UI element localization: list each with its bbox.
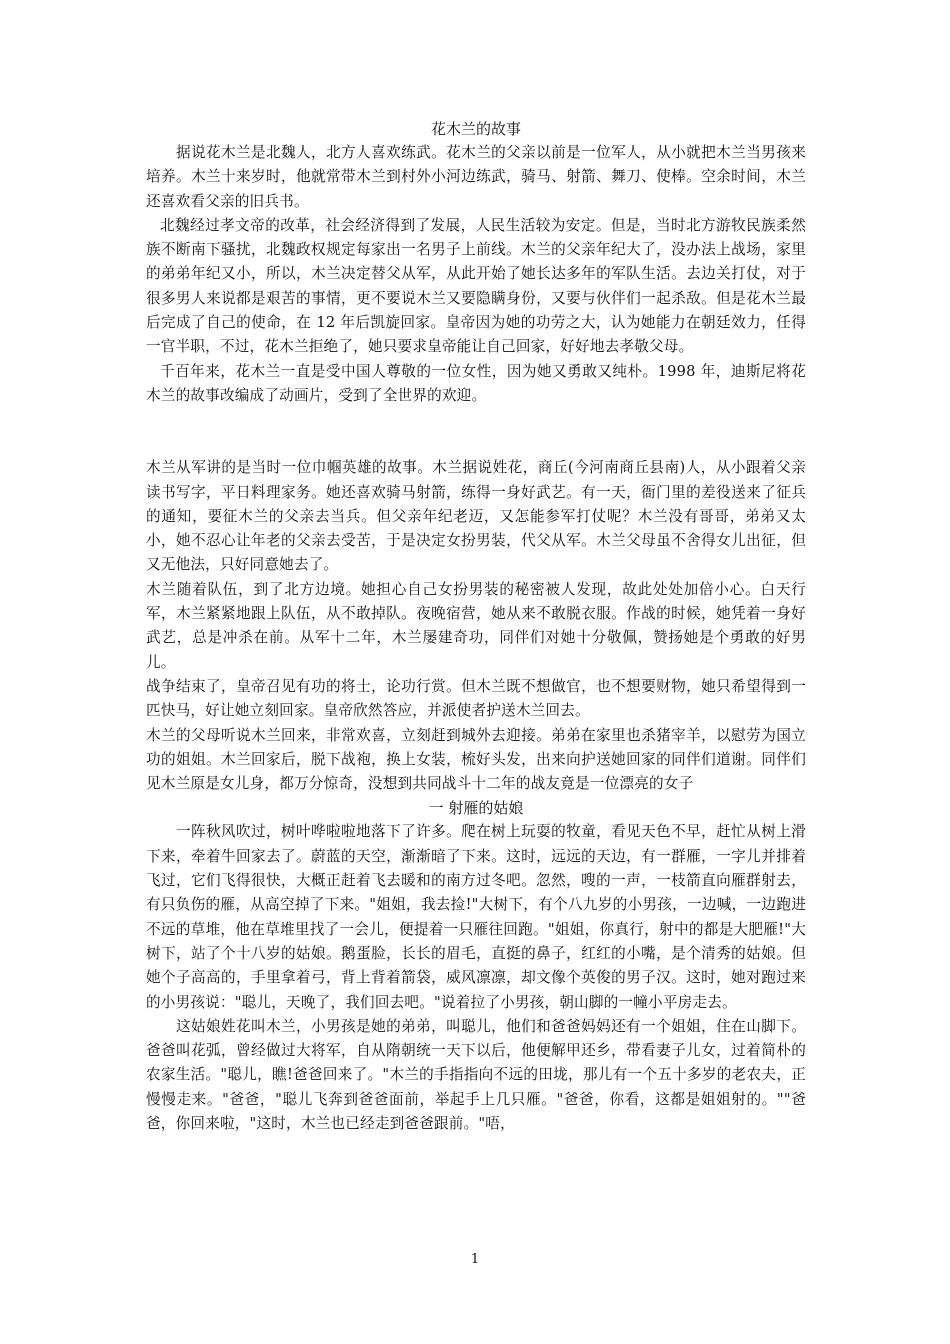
document-body (146, 117, 806, 1136)
intro-paragraph-3: 千百年来，花木兰一直是受中国人尊敬的一位女性，因为她又勇敢又纯朴。1998 年，迪斯尼将花木兰的故事改编成了动画片，受到了全世界的欢迎。 (146, 362, 806, 404)
chapter-title: 一 射雁的姑娘 (428, 799, 524, 818)
page-number: 1 (470, 1252, 480, 1267)
blank-line (146, 432, 806, 456)
intro-paragraph-2: 北魏经过孝文帝的改革，社会经济得到了发展，人民生活较为安定。但是，当时北方游牧民族柔然族不断南下骚扰，北魏政权规定每家出一名男子上前线。木兰的父亲年纪大了，没办法上战场，家里的弟弟年纪又小，所以，木兰决定替父从军，从此开始了她长达多年的军队生活。去边关打仗，对于很多男人来说都是艰苦的事情，更不要说木兰又要隐瞒身份，又要与伙伴们一起杀敌。但是花木兰最后完成了自己的使命，在 12 年后凯旋回家。皇帝因为她的功劳之大，认为她能力在朝廷效力，任得一官半职，不过，花木兰拒绝了，她只要求皇帝能让自己回家，好好地去孝敬父母。 (146, 216, 806, 356)
story-paragraph-4: 木兰的父母听说木兰回来，非常欢喜，立刻赶到城外去迎接。弟弟在家里也杀猪宰羊，以慰劳为国立功的姐姐。木兰回家后，脱下战袍，换上女装，梳好头发，出来向护送她回家的同伴们道谢。同伴们见木兰原是女儿身，都万分惊奇，没想到共同战斗十二年的战友竟是一位漂亮的女子 (146, 726, 806, 793)
document-title: 花木兰的故事 (430, 120, 521, 138)
chapter-paragraph-1: 一阵秋风吹过，树叶哗啦啦地落下了许多。爬在树上玩耍的牧童，看见天色不早，赶忙从树上滑下来，牵着牛回家去了。蔚蓝的天空，渐渐暗了下来。这时，远远的天边，有一群雁，一字儿并排着飞过，它们飞得很快，大概正赶着飞去暖和的南方过冬吧。忽然，嗖的一声，一枝箭直向雁群射去，有只负伤的雁，从高空掉了下来。"姐姐，我去捡!"大树下，有个八九岁的小男孩，一边喊，一边跑进不远的草堆，他在草堆里找了一会儿，便提着一只雁往回跑。"姐姐，你真行，射中的都是大肥雁!"大树下，站了个十八岁的姑娘。鹅蛋脸，长长的眉毛，直挺的鼻子，红红的小嘴，是个清秀的姑娘。但她个子高高的，手里拿着弓，背上背着箭袋，威风凛凛，却文像个英俊的男子汉。这时，她对跑过来的小男孩说："聪儿，天晚了，我们回去吧。"说着拉了小男孩，朝山脚的一幢小平房走去。 (146, 823, 806, 1011)
story-paragraph-2: 木兰随着队伍，到了北方边境。她担心自己女扮男装的秘密被人发现，故此处处加倍小心。白天行军，木兰紧紧地跟上队伍，从不敢掉队。夜晚宿营，她从来不敢脱衣服。作战的时候，她凭着一身好武艺，总是冲杀在前。从军十二年，木兰屡建奇功，同伴们对她十分敬佩，赞扬她是个勇敢的好男儿。 (146, 580, 806, 671)
intro-paragraph-1: 据说花木兰是北魏人，北方人喜欢练武。花木兰的父亲以前是一位军人，从小就把木兰当男孩来培养。木兰十来岁时，他就常带木兰到村外小河边练武，骑马、射箭、舞刀、使棒。空余时间，木兰还喜欢看父亲的旧兵书。 (146, 144, 806, 210)
blank-line (146, 408, 806, 432)
story-paragraph-1: 木兰从军讲的是当时一位巾帼英雄的故事。木兰据说姓花，商丘(今河南商丘县南)人，从小跟着父亲读书写字，平日料理家务。她还喜欢骑马射箭，练得一身好武艺。有一天，衙门里的差役送来了征兵的通知，要征木兰的父亲去当兵。但父亲年纪老迈，又怎能参军打仗呢？木兰没有哥哥，弟弟又太小，她不忍心让年老的父亲去受苦，于是决定女扮男装，代父从军。木兰父母虽不舍得女儿出征，但又无他法，只好同意她去了。 (146, 459, 806, 574)
chapter-paragraph-2: 这姑娘姓花叫木兰，小男孩是她的弟弟，叫聪儿，他们和爸爸妈妈还有一个姐姐，住在山脚下。爸爸叫花弧，曾经做过大将军，自从隋朝统一天下以后，他便解甲还乡，带看妻子儿女，过着简朴的农家生活。"聪儿，瞧!爸爸回来了。"木兰的手指指向不远的田垅，那儿有一个五十多岁的老农夫，正慢慢走来。"爸爸，"聪儿飞奔到爸爸面前，举起手上几只雁。"爸爸，你看，这都是姐姐射的。""爸爸，你回来啦，"这时，木兰也已经走到爸爸跟前。"唔， (146, 1017, 806, 1132)
story-paragraph-3: 战争结束了，皇帝召见有功的将士，论功行赏。但木兰既不想做官，也不想要财物，她只希望得到一匹快马，好让她立刻回家。皇帝欣然答应，并派使者护送木兰回去。 (146, 677, 806, 720)
